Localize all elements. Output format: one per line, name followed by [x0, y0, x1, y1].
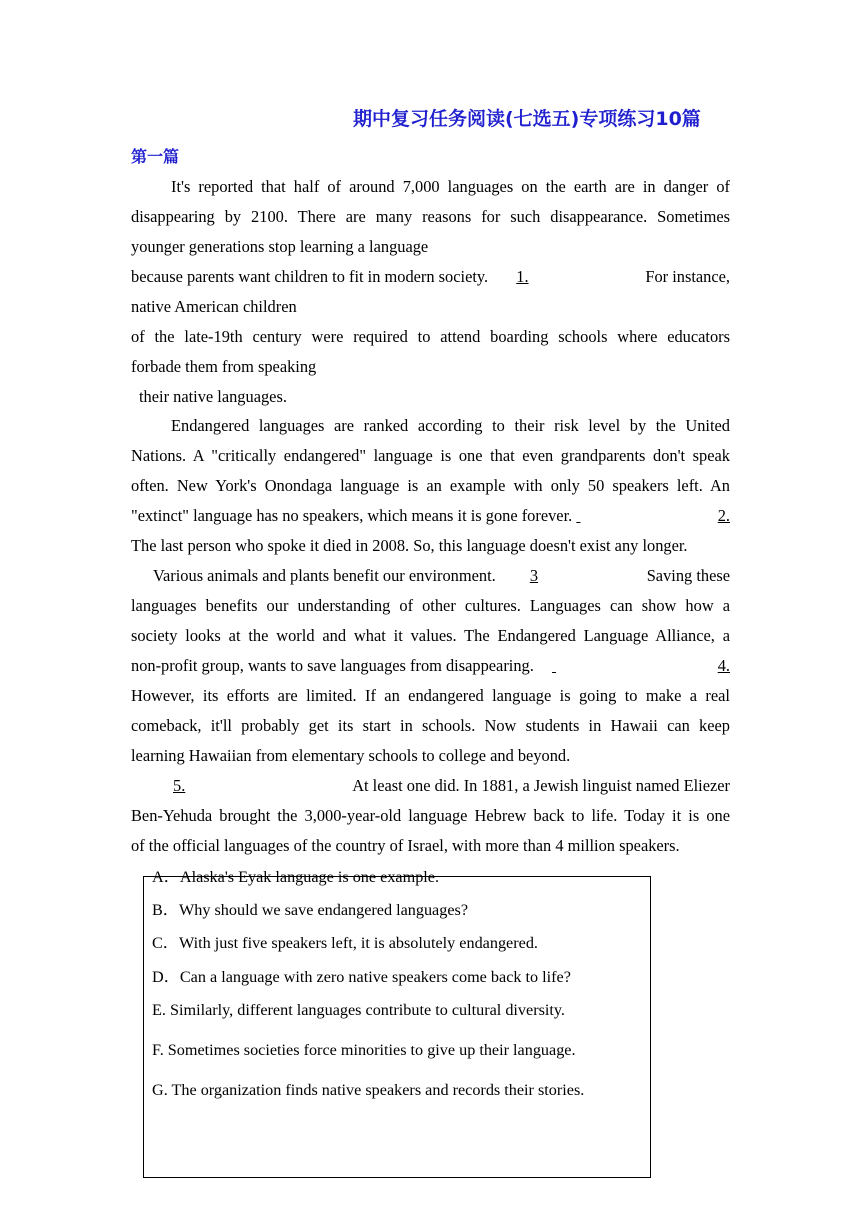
- passage-line: often. New York's Onondaga language is an example with only 50 speakers left. An: [131, 476, 730, 495]
- passage-line: their native languages.: [139, 387, 287, 406]
- passage-line: society looks at the world and what it values. The Endangered Language Alliance, a: [131, 626, 730, 645]
- passage-line: [153, 776, 730, 796]
- passage-line: Nations. A "critically endangered" language is one that even grandparents don't speak: [131, 446, 730, 465]
- passage-line: younger generations stop learning a language: [131, 237, 429, 256]
- passage-line: Ben-Yehuda brought the 3,000-year-old language Hebrew back to life. Today it is one: [131, 806, 730, 825]
- blank-2: 2.: [717, 506, 730, 525]
- options-box: [143, 876, 651, 1178]
- option-f: F. Sometimes societies force minorities to give up their language.: [152, 1041, 576, 1059]
- sentence: At least one did. In 1881, a Jewish linguist named Eliezer: [352, 776, 730, 795]
- passage-line: forbade them from speaking: [131, 357, 317, 376]
- passage-line: native American children: [131, 297, 297, 316]
- sentence: Saving these: [646, 566, 730, 585]
- blank-spacer: [552, 656, 648, 676]
- passage-line: The last person who spoke it died in 2008. So, this language doesn't exist any longer.: [131, 536, 688, 555]
- blank-5: 5.: [173, 776, 186, 795]
- sentence: Various animals and plants benefit our environment.: [153, 566, 496, 585]
- blank-3: 3: [529, 566, 539, 585]
- page-title: 期中复习任务阅读(七选五)专项练习10篇: [353, 108, 701, 130]
- section-heading: 第一篇: [131, 147, 180, 166]
- sentence: because parents want children to fit in modern society.: [131, 267, 489, 286]
- blank-spacer: [576, 506, 656, 526]
- option-g: G. The organization finds native speakers and records their stories.: [152, 1081, 585, 1099]
- blank-4: 4.: [717, 656, 730, 675]
- sentence: For instance,: [645, 267, 730, 286]
- option-c: C．With just five speakers left, it is absolutely endangered.: [152, 934, 538, 952]
- passage-line: [131, 656, 730, 676]
- passage-line: [153, 566, 730, 586]
- passage-line: learning Hawaiian from elementary schools to college and beyond.: [131, 746, 571, 765]
- option-d: D．Can a language with zero native speakers come back to life?: [152, 968, 571, 986]
- passage-line: [131, 506, 730, 526]
- passage-line: of the late-19th century were required to attend boarding schools where educators: [131, 327, 730, 346]
- sentence: non-profit group, wants to save languages from disappearing.: [131, 656, 534, 675]
- sentence: "extinct" language has no speakers, which means it is gone forever.: [131, 506, 573, 525]
- passage-line: It's reported that half of around 7,000 languages on the earth are in danger of: [171, 177, 730, 196]
- option-b: B．Why should we save endangered languages?: [152, 901, 469, 919]
- passage-line: Endangered languages are ranked according to their risk level by the United: [171, 416, 730, 435]
- passage-line: [131, 267, 730, 287]
- passage-line: comeback, it'll probably get its start in schools. Now students in Hawaii can keep: [131, 716, 730, 735]
- passage-line: disappearing by 2100. There are many reasons for such disappearance. Sometimes: [131, 207, 730, 226]
- passage-line: languages benefits our understanding of other cultures. Languages can show how a: [131, 596, 730, 615]
- option-e: E. Similarly, different languages contribute to cultural diversity.: [152, 1001, 565, 1019]
- blank-1: 1.: [516, 267, 529, 286]
- option-a: A．Alaska's Eyak language is one example.: [152, 868, 440, 886]
- passage-line: of the official languages of the country of Israel, with more than 4 million speakers.: [131, 836, 680, 855]
- passage-line: However, its efforts are limited. If an endangered language is going to make a real: [131, 686, 730, 705]
